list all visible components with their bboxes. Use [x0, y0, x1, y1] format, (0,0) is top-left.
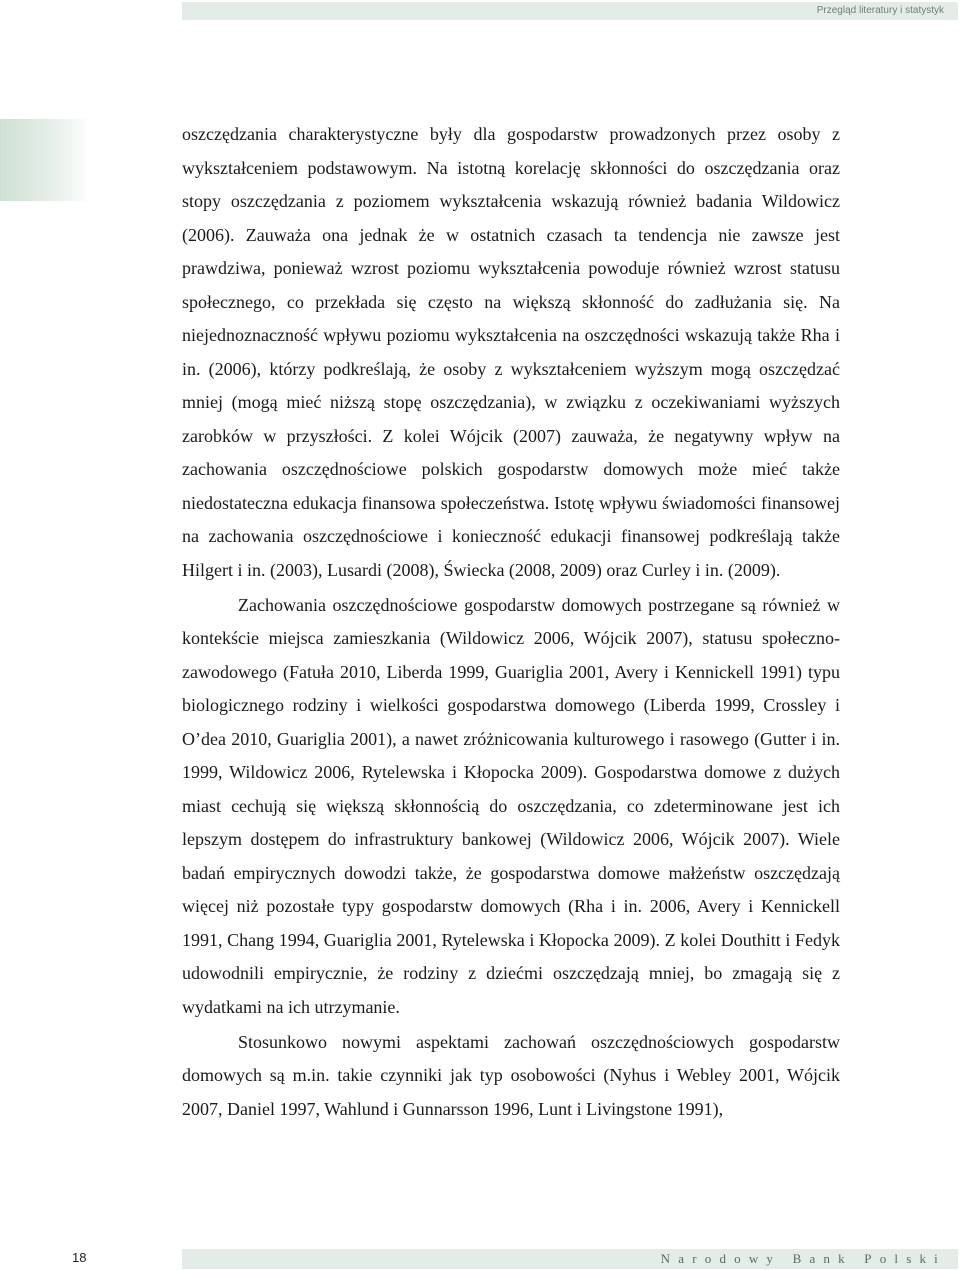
paragraph: Zachowania oszczędnościowe gospodarstw domowych postrzegane są również w kontekście miejsca zamieszkania (Wildowicz 2006, Wójcik 2007), statusu społeczno-zawodowego (Fatuła 2010, Liberda 1999, Guariglia 2001, Avery i Kennickell 1991) typu biologicznego rodziny i wielkości gospodarstwa domowego (Liberda 1999, Crossley i O’dea 2010, Guariglia 2001), a nawet zróżnicowania kulturowego i rasowego (Gutter i in. 1999, Wildowicz 2006, Rytelewska i Kłopocka 2009). Gospodarstwa domowe z dużych miast cechują się większą skłonnością do oszczędzania, co zdeterminowane jest ich lepszym dostępem do infrastruktury bankowej (Wildowicz 2006, Wójcik 2007). Wiele badań empirycznych dowodzi także, że gospodarstwa domowe małżeństw oszczędzają więcej niż pozostałe typy gospodarstw domowych (Rha i in. 2006, Avery i Kennickell 1991, Chang 1994, Guariglia 2001, Rytelewska i Kłopocka 2009). Z kolei Douthitt i Fedyk udowodnili empirycznie, że rodziny z dziećmi oszczędzają mniej, bo zmagają się z wydatkami na ich utrzymanie.: [182, 594, 840, 1017]
running-header: [182, 2, 958, 20]
publisher-name: Narodowy Bank Polski: [660, 1251, 946, 1266]
section-tab-decoration: [0, 119, 90, 201]
paragraph: oszczędzania charakterystyczne były dla gospodarstw prowadzonych przez osoby z wykształceniem podstawowym. Na istotną korelację skłonności do oszczędzania oraz stopy oszczędzania z poziomem wykształcenia wskazują również badania Wildowicz (2006). Zauważa ona jednak że w ostatnich czasach ta tendencja nie zawsze jest prawdziwa, ponieważ wzrost poziomu wykształcenia powoduje również wzrost statusu społecznego, co przekłada się często na większą skłonność do zadłużania się. Na niejednoznaczność wpływu poziomu wykształcenia na oszczędności wskazują także Rha i in. (2006), którzy podkreślają, że osoby z wykształceniem wyższym mogą oszczędzać mniej (mogą mieć niższą stopę oszczędzania), w związku z oczekiwaniami wyższych zarobków w przyszłości. Z kolei Wójcik (2007) zauważa, że negatywny wpływ na zachowania oszczędnościowe polskich gospodarstw domowych może mieć także niedostateczna edukacja finansowa społeczeństwa. Istotę wpływu świadomości finansowej na zachowania oszczędnościowe i konieczność edukacji finansowej podkreślają także Hilgert i in. (2003), Lusardi (2008), Świecka (2008, 2009) oraz Curley i in. (2009).: [182, 124, 840, 580]
article-body: [182, 118, 840, 1126]
running-footer: [182, 1249, 958, 1269]
running-header-title: Przegląd literatury i statystyk: [816, 5, 944, 16]
page-number: 18: [72, 1250, 87, 1265]
paragraph: Stosunkowo nowymi aspektami zachowań oszczędnościowych gospodarstw domowych są m.in. takie czynniki jak typ osobowości (Nyhus i Webley 2001, Wójcik 2007, Daniel 1997, Wahlund i Gunnarsson 1996, Lunt i Livingstone 1991),: [182, 1031, 840, 1119]
